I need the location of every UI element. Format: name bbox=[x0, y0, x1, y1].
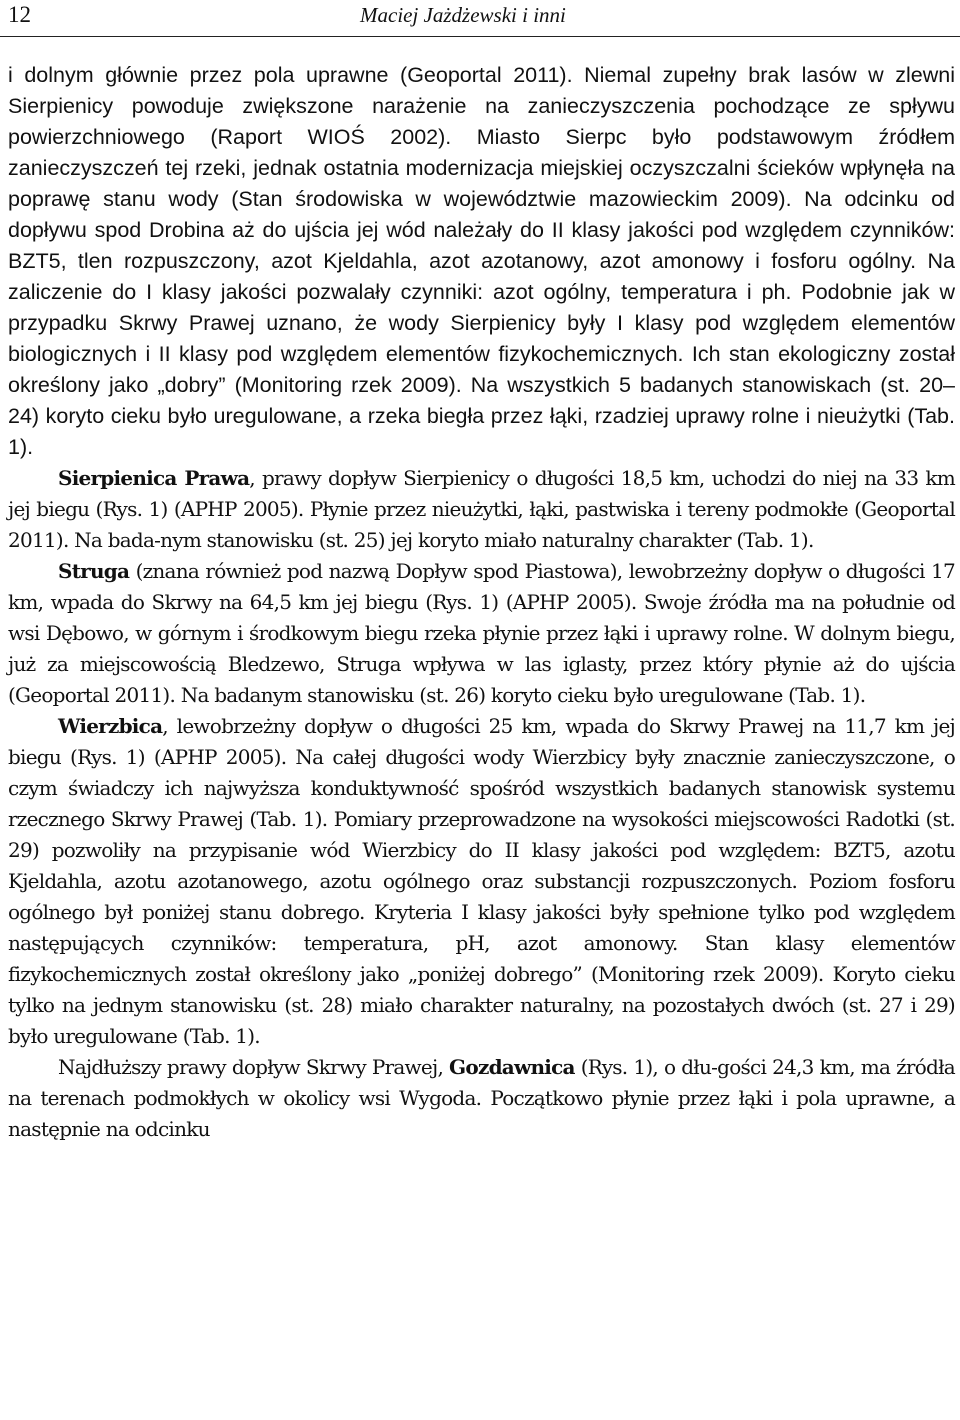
paragraph-struga bbox=[8, 556, 955, 711]
running-title: Maciej Jażdżewski i inni bbox=[360, 3, 566, 27]
paragraph-text: Najdłuższy prawy dopływ Skrwy Prawej, bbox=[58, 1055, 450, 1079]
river-name-struga: Struga bbox=[58, 559, 130, 583]
paragraph-sierpienica-prawa bbox=[8, 463, 955, 556]
paragraph-text: , lewobrzeżny dopływ o długości 25 km, wpada do Skrwy Prawej na 11,7 km jej biegu (Rys. 1) (APHP 2005). Na całej długości wody Wierzbicy były znacznie zanieczyszczone, o czym świadczy ich najwyższa konduktywność spośród wszystkich badanych stanowisk systemu rzecznego Skrwy Prawej (Tab. 1). Pomiary przeprowadzone na wysokości miejscowości Radotki (st. 29) pozwoliły na przypisanie wód Wierzbicy do II klasy jakości pod względem: BZT5, azotu Kjeldahla, azotu azotanowego, azotu ogólnego oraz substancji rozpuszczonych. Poziom fosforu ogólnego był poniżej stanu dobrego. Kryteria I klasy jakości były spełnione tylko pod względem następujących czynników: temperatura, pH, azot amonowy. Stan klasy elementów fizykochemicznych został określony jako „poniżej dobrego” (Monitoring rzek 2009). Koryto cieku tylko na jednym stanowisku (st. 28) miało charakter naturalny, na pozostałych dwóch (st. 27 i 29) było uregulowane (Tab. 1). bbox=[8, 714, 955, 1048]
page-header bbox=[0, 0, 960, 37]
paragraph-text: (znana również pod nazwą Dopływ spod Piastowa), lewobrzeżny dopływ o długości 17 km, wpada do Skrwy na 64,5 km jej biegu (Rys. 1) (APHP 2005). Swoje źródła ma na południe od wsi Dębowo, w górnym i środkowym biegu rzeka płynie przez łąki i uprawy rolne. W dolnym biegu, już za miejscowością Bledzewo, Struga wpływa w las iglasty, przez który płynie aż do ujścia (Geoportal 2011). Na badanym stanowisku (st. 26) koryto cieku było uregulowane (Tab. 1). bbox=[8, 559, 955, 707]
paragraph-text: , prawy dopływ Sierpienicy o długości 18,5 km, uchodzi do niej na 33 km jej biegu (Rys. 1) (APHP 2005). Płynie przez nieużytki, łąki, pastwiska i tereny podmokłe (Geoportal 2011). Na bada-nym stanowisku (st. 25) jej koryto miało naturalny charakter (Tab. 1). bbox=[8, 466, 956, 552]
paragraph-sierpienica-continued bbox=[8, 60, 955, 463]
paragraph-text: (Rys. 1), o dłu-gości 24,3 km, ma źródła na terenach podmokłych w okolicy wsi Wygoda. Początkowo płynie przez łąki i pola uprawne, a następnie na odcinku bbox=[8, 1055, 955, 1141]
page-number: 12 bbox=[8, 2, 31, 27]
paragraph-gozdawnica bbox=[8, 1052, 955, 1145]
river-name-wierzbica: Wierzbica bbox=[58, 714, 163, 738]
article-body bbox=[8, 60, 955, 1145]
paragraph-wierzbica bbox=[8, 711, 955, 1052]
river-name-sierpienica-prawa: Sierpienica Prawa bbox=[58, 466, 250, 490]
paragraph-text: i dolnym głównie przez pola uprawne (Geoportal 2011). Niemal zupełny brak lasów w zlewni Sierpienicy powoduje zwiększone narażenie na zanieczyszczenia pochodzące ze spływu powierzchniowego (Raport WIOŚ 2002). Miasto Sierpc było podstawowym źródłem zanieczyszczeń tej rzeki, jednak ostatnia modernizacja miejskiej oczyszczalni ścieków wpłynęła na poprawę stanu wody (Stan środowiska w województwie mazowieckim 2009). Na odcinku od dopływu spod Drobina aż do ujścia jej wód należały do II klasy jakości pod względem czynników: BZT5, tlen rozpuszczony, azot Kjeldahla, azot azotanowy, azot amonowy i fosforu ogólny. Na zaliczenie do I klasy jakości pozwalały czynniki: azot ogólny, temperatura i ph. Podobnie jak w przypadku Skrwy Prawej uznano, że wody Sierpienicy były I klasy pod względem elementów biologicznych i II klasy pod względem elementów fizykochemicznych. Ich stan ekologiczny został określony jako „dobry” (Monitoring rzek 2009). Na wszystkich 5 badanych stanowiskach (st. 20– 24) koryto cieku było uregulowane, a rzeka biegła przez łąki, rzadziej uprawy rolne i nieużytki (Tab. 1). bbox=[8, 63, 955, 459]
river-name-gozdawnica: Gozdawnica bbox=[449, 1055, 575, 1079]
